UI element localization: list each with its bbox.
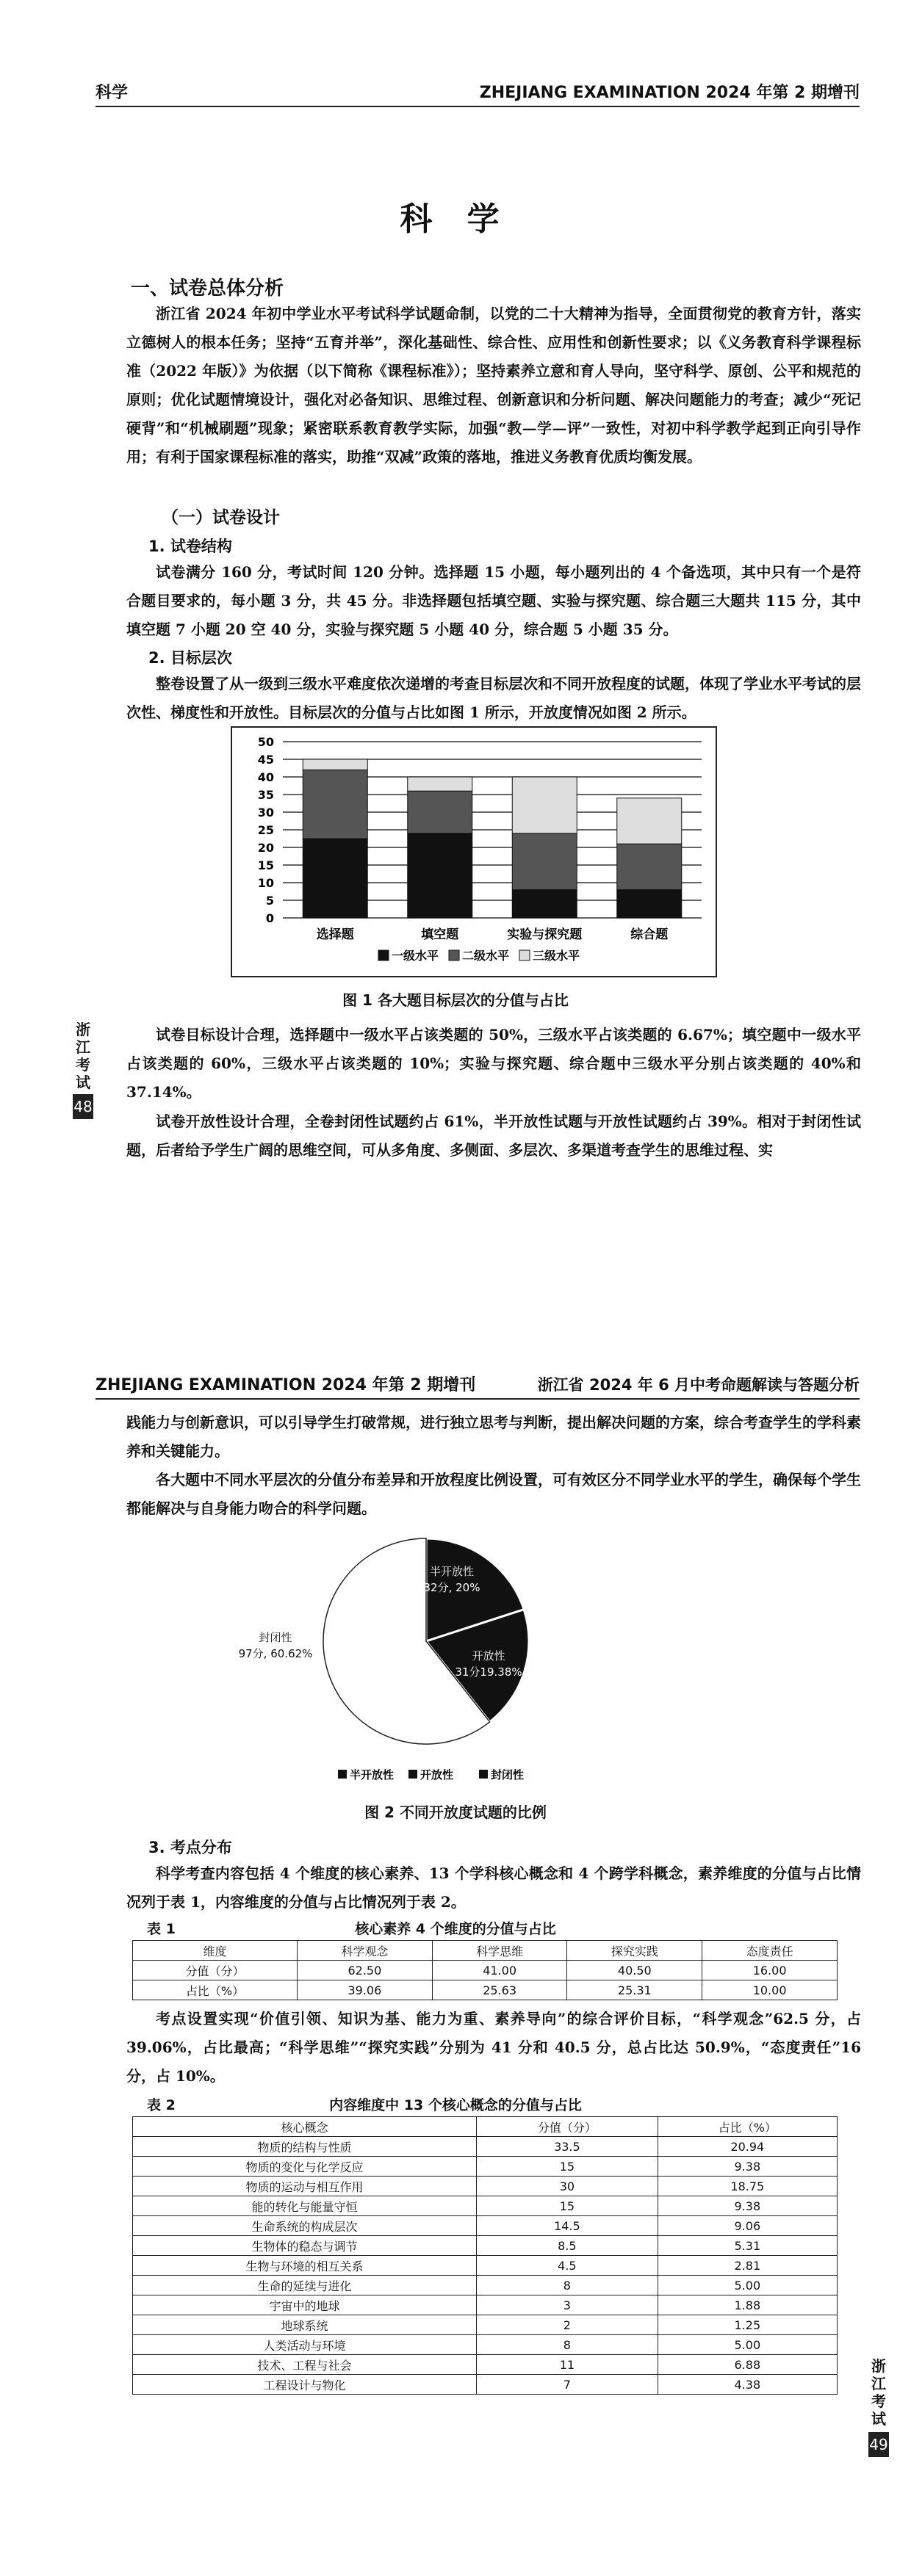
table-cell: 9.38 [658,2196,837,2216]
fig1-caption: 图 1 各大题目标层次的分值与占比 [342,991,569,1009]
table-cell: 8 [477,2335,658,2355]
table2-row [133,2177,838,2196]
table1-title: 核心素养 4 个维度的分值与占比 [355,1921,556,1937]
table-cell: 15 [477,2157,658,2177]
table-cell: 4.38 [658,2375,837,2395]
side-journal-label: 浙江考试 [871,2357,886,2428]
table-cell: 6.88 [658,2355,837,2375]
legend-label: 半开放性 [350,1768,395,1781]
table-cell: 9.06 [658,2216,837,2236]
table-cell: 4.5 [477,2256,658,2276]
table-cell: 5.00 [658,2335,837,2355]
page-number: 48 [73,1094,93,1119]
openness-paragraph: 试卷开放性设计合理，全卷封闭性试题约占 61%，半开放性试题与开放性试题约占 39%。相对于封闭性试题，后者给予学生广阔的思维空间，可从多角度、多侧面、多层次、多渠道考查学生的思维过程、实 [126,1112,861,1159]
table-cell: 20.94 [658,2137,837,2157]
bar-segment-三级水平 [303,759,367,770]
table2-title: 内容维度中 13 个核心概念的分值与占比 [329,2097,582,2113]
page-number: 49 [868,2432,889,2457]
table-cell: 生命系统的构成层次 [133,2216,477,2236]
table2-core-concepts [132,2116,838,2395]
bar-segment-三级水平 [408,777,472,791]
side-journal-label: 浙江考试 [76,1021,90,1091]
table-cell: 30 [477,2177,658,2196]
point-heading-structure: 1. 试卷结构 [148,538,232,555]
table-cell: 3 [477,2295,658,2315]
pie-label-value: 97分, 60.62% [238,1647,313,1660]
table-cell: 10.00 [702,1980,838,2000]
table-cell: 5.31 [658,2236,837,2256]
y-tick-label: 5 [265,894,274,908]
table-cell: 41.00 [432,1961,567,1980]
x-category-label: 实验与探究题 [507,927,583,942]
table2-row [133,2196,838,2216]
y-tick-label: 10 [257,876,274,890]
table-cell: 占比（%） [133,1980,298,2000]
table-cell: 14.5 [477,2216,658,2236]
legend-swatch [519,950,530,960]
table-cell: 1.25 [658,2315,837,2335]
table1-header-row [133,1941,838,1961]
levels-paragraph: 整卷设置了从一级到三级水平难度依次递增的考查目标层次和不同开放程度的试题，体现了学业水平考试的层次性、梯度性和开放性。目标层次的分值与占比如图 1 所示，开放度情况如图 2 所示。 [126,675,861,721]
table-cell: 18.75 [658,2177,837,2196]
table-cell: 11 [477,2355,658,2375]
table2-row [133,2157,838,2177]
y-tick-label: 45 [257,753,274,767]
table-cell: 16.00 [702,1961,838,1980]
legend-swatch [378,950,389,960]
table1-row [133,1980,838,2000]
table-cell: 40.50 [567,1961,702,1980]
bar-segment-二级水平 [512,833,577,890]
table-cell: 分值（分） [133,1961,298,1980]
legend-swatch [338,1770,347,1779]
table2-label: 表 2 [147,2097,176,2113]
pie-label-value: 31分19.38% [455,1665,522,1679]
table2-row [133,2355,838,2375]
table-cell: 生物与环境的相互关系 [133,2256,477,2276]
table-header-cell: 探究实践 [567,1941,702,1961]
table2-row [133,2315,838,2335]
y-tick-label: 30 [257,806,274,820]
bar-segment-一级水平 [303,839,367,918]
table1-row [133,1961,838,1980]
table-cell: 生物体的稳态与调节 [133,2236,477,2256]
legend-swatch [479,1770,488,1779]
table-cell: 2.81 [658,2256,837,2276]
page-gap [0,1219,911,1366]
bar-segment-二级水平 [617,844,682,889]
section-intro-paragraph: 浙江省 2024 年初中学业水平考试科学试题命制，以党的二十大精神为指导，全面贯彻党的教育方针，落实立德树人的根本任务；坚持“五育并举”，深化基础性、综合性、应用性和创新性要求；以《义务教育科学课程标准（2022 年版）》为依据（以下简称《课程标准》）；坚持素养立意和育人导向，坚守科学、原创、公平和规范的原则；优化试题情境设计，强化对必备知识、思维过程、创新意识和分析问题、解决问题能力的考查；减少“死记硬背”和“机械刷题”现象；紧密联系教育教学实际，加强“教—学—评”一致性，对初中科学教学起到正向引导作用；有利于国家课程标准的落实，助推“双减”政策的落地，推进义务教育优质均衡发展。 [126,305,861,466]
table1-label: 表 1 [147,1921,176,1937]
table2-row [133,2335,838,2355]
table-cell: 8 [477,2276,658,2295]
table2-row [133,2137,838,2157]
table-header-cell: 科学观念 [298,1941,433,1961]
table2-row [133,2216,838,2236]
legend-swatch [408,1770,417,1779]
table-cell: 能的转化与能量守恒 [133,2196,477,2216]
pie-label-value: 32分, 20% [423,1581,480,1594]
header-journal: ZHEJIANG EXAMINATION 2024 年第 2 期增刊 [96,1376,476,1394]
y-tick-label: 35 [257,788,274,802]
table-cell: 技术、工程与社会 [133,2355,477,2375]
x-category-label: 填空题 [421,927,459,942]
pie-label-name: 开放性 [472,1649,505,1663]
table-cell: 9.38 [658,2157,837,2177]
bar-segment-一级水平 [617,890,682,918]
table-cell: 25.63 [432,1980,567,2000]
table2-header-row [133,2117,838,2137]
table-cell: 人类活动与环境 [133,2335,477,2355]
legend-label: 三级水平 [533,949,580,963]
table-header-cell: 占比（%） [658,2117,837,2137]
table-header-cell: 态度责任 [702,1941,838,1961]
pie-label-name: 封闭性 [259,1631,292,1644]
page-49 [0,1366,911,2576]
table2-row [133,2295,838,2315]
point-heading-levels: 2. 目标层次 [148,649,232,667]
table1-literacy [132,1940,838,2000]
continued-paragraph: 践能力与创新意识，可以引导学生打破常规，进行独立思考与判断，提出解决问题的方案，综合考查学生的学科素养和关键能力。 [126,1414,861,1460]
subsection-heading: （一）试卷设计 [162,508,280,527]
table-header-cell: 核心概念 [133,2117,477,2137]
table-cell: 地球系统 [133,2315,477,2335]
legend-swatch [449,950,459,960]
fig2-pie-chart [238,1531,602,1795]
table1-analysis-paragraph: 考点设置实现“价值引领、知识为基、能力为重、素养导向”的综合评价目标，“科学观念”62.5 分，占 39.06%，占比最高；“科学思维”“探究实践”分别为 41 分和 40.5 分，总占比达 50.9%，“态度责任”16 分，占 10%。 [126,2010,861,2085]
distribution-paragraph: 各大题中不同水平层次的分值分布差异和开放程度比例设置，可有效区分不同学业水平的学生，确保每个学生都能解决与自身能力吻合的科学问题。 [126,1471,861,1517]
table2-row [133,2256,838,2276]
table-cell: 5.00 [658,2276,837,2295]
y-tick-label: 40 [257,770,274,784]
bar-segment-三级水平 [617,798,682,844]
bar-segment-一级水平 [408,833,472,918]
x-category-label: 综合题 [630,927,669,942]
table-cell: 62.50 [298,1961,433,1980]
legend-label: 一级水平 [392,949,439,963]
table-cell: 8.5 [477,2236,658,2256]
table-cell: 33.5 [477,2137,658,2157]
page-header [96,81,860,107]
y-tick-label: 0 [265,911,274,925]
table-cell: 工程设计与物化 [133,2375,477,2395]
table-cell: 15 [477,2196,658,2216]
legend-label: 二级水平 [462,949,510,963]
bar-segment-二级水平 [408,791,472,833]
table2-row [133,2276,838,2295]
table-cell: 物质的结构与性质 [133,2137,477,2157]
page-header [96,1373,860,1400]
y-tick-label: 20 [257,841,274,855]
table-header-cell: 科学思维 [432,1941,567,1961]
x-category-label: 选择题 [316,927,354,942]
structure-paragraph: 试卷满分 160 分，考试时间 120 分钟。选择题 15 小题，每小题列出的 4 个备选项，其中只有一个是符合题目要求的，每小题 3 分，共 45 分。非选择题包括填空题、实验与探究题、综合题三大题共 115 分，其中填空题 7 小题 20 空 40 分，实验与探究题 5 小题 40 分，综合题 5 小题 35 分。 [126,563,861,638]
table-header-cell: 分值（分） [477,2117,658,2137]
table-cell: 2 [477,2315,658,2335]
y-tick-label: 15 [257,858,274,872]
table2-row [133,2375,838,2395]
header-subject: 科学 [96,84,129,102]
fig2-caption: 图 2 不同开放度试题的比例 [364,1803,547,1821]
bar-segment-三级水平 [512,777,577,833]
distribution-intro-paragraph: 科学考查内容包括 4 个维度的核心素养、13 个学科核心概念和 4 个跨学科概念，素养维度的分值与占比情况列于表 1，内容维度的分值与占比情况列于表 2。 [126,1864,861,1911]
pie-label-name: 半开放性 [429,1565,475,1578]
target-analysis-paragraph: 试卷目标设计合理，选择题中一级水平占该类题的 50%，三级水平占该类题的 6.67%；填空题中一级水平占该类题的 60%，三级水平占该类题的 10%；实验与探究题、综合题中三级水平分别占该类题的 40%和 37.14%。 [126,1026,861,1101]
bar-segment-二级水平 [303,770,367,839]
table-header-cell: 维度 [133,1941,298,1961]
legend-label: 开放性 [420,1768,454,1781]
bar-segment-一级水平 [512,890,577,918]
header-journal: ZHEJIANG EXAMINATION 2024 年第 2 期增刊 [479,84,860,102]
table-cell: 39.06 [298,1980,433,2000]
table-cell: 宇宙中的地球 [133,2295,477,2315]
table-cell: 7 [477,2375,658,2395]
table-cell: 物质的变化与化学反应 [133,2157,477,2177]
y-tick-label: 25 [257,823,274,837]
fig1-stacked-bar-chart [231,727,716,977]
table-cell: 1.88 [658,2295,837,2315]
table2-row [133,2236,838,2256]
legend-label: 封闭性 [491,1768,525,1781]
table-cell: 物质的运动与相互作用 [133,2177,477,2196]
point-heading-distribution: 3. 考点分布 [148,1839,232,1856]
page-48 [0,0,911,1219]
header-topic: 浙江省 2024 年 6 月中考命题解读与答题分析 [537,1376,860,1394]
section-heading: 一、试卷总体分析 [131,278,284,300]
table-cell: 生命的延续与进化 [133,2276,477,2295]
y-tick-label: 50 [257,735,274,749]
page-title: 科 学 [400,200,511,238]
table-cell: 25.31 [567,1980,702,2000]
